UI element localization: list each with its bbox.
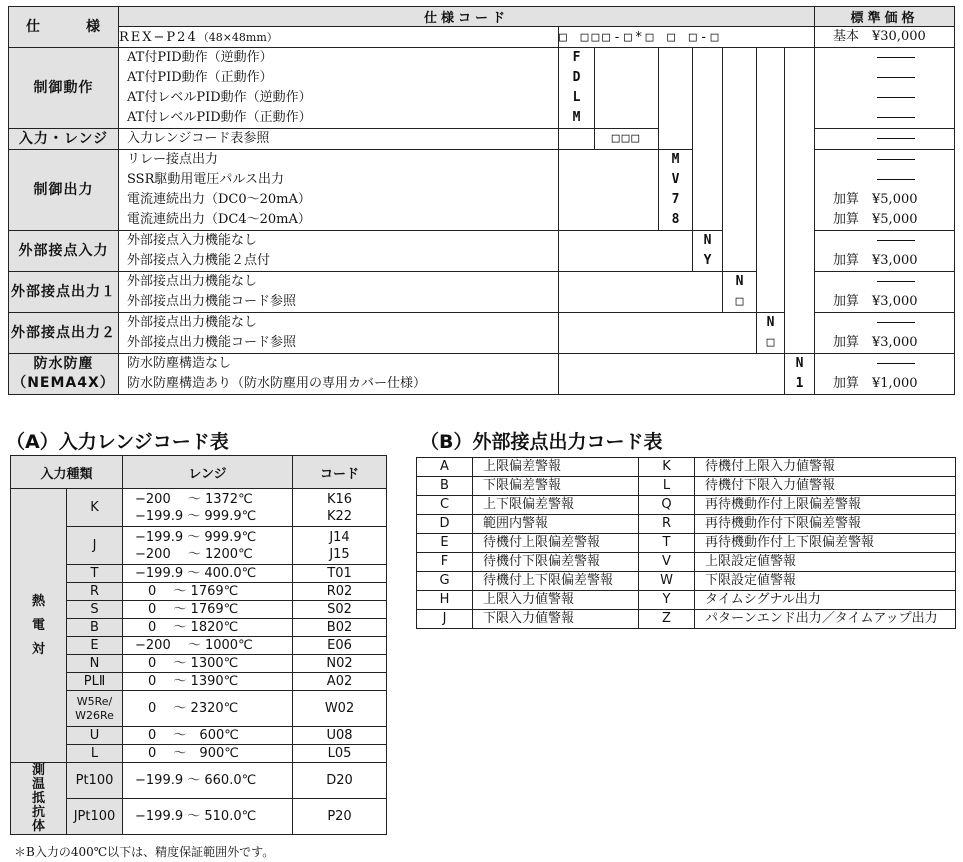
type-cell: U	[67, 727, 123, 745]
table-row	[417, 591, 956, 610]
code-description: 上限設定値警報	[695, 553, 956, 572]
code-cell: E06	[293, 637, 387, 655]
type-cell: JPt100	[67, 799, 123, 835]
code-letter: H	[417, 591, 473, 610]
code-description: 下限設定値警報	[695, 572, 956, 591]
spec-prices	[815, 354, 955, 395]
ext-output-code-table	[416, 457, 956, 629]
code-description: 待機付下限入力値警報	[695, 477, 956, 496]
spec-price: 加算 ¥5,000	[833, 192, 918, 207]
table-row	[11, 619, 387, 637]
type-cell: N	[67, 655, 123, 673]
spec-code: N	[735, 274, 744, 289]
group-rtd: 測 温 抵 抗 体	[11, 763, 67, 835]
range-cell: 0 〜 1769℃	[123, 583, 293, 601]
spec-code: 7	[671, 192, 680, 207]
spec-item: 電流連続出力（DC0〜20mA）	[127, 192, 311, 207]
code-cell	[293, 527, 387, 565]
type-cell: B	[67, 619, 123, 637]
table-row	[11, 673, 387, 691]
dash-mark	[877, 240, 915, 241]
dash-mark	[877, 57, 915, 58]
spec-row-ext-output-1	[9, 272, 955, 313]
code-letter: L	[639, 477, 695, 496]
code-description: 待機付上限偏差警報	[473, 534, 639, 553]
code-letter: C	[417, 496, 473, 515]
spec-item: AT付PID動作（正動作）	[127, 70, 273, 85]
range-cell: −199.9 〜 400.0℃	[123, 565, 293, 583]
spec-item: 防水防塵構造あり（防水防塵用の専用カバー仕様）	[127, 376, 427, 391]
spec-code: 8	[671, 212, 680, 227]
spec-code: □	[766, 335, 775, 350]
code-line: K16	[326, 491, 353, 507]
spec-code: □	[735, 294, 744, 309]
code-cell: U08	[293, 727, 387, 745]
spec-item: 外部接点出力機能なし	[127, 315, 258, 330]
dash-mark	[877, 363, 915, 364]
spec-items	[119, 48, 559, 129]
spec-prices	[815, 313, 955, 354]
spec-model-row	[9, 27, 955, 48]
table-row	[11, 745, 387, 763]
code-description: 下限入力値警報	[473, 610, 639, 629]
type-cell: Pt100	[67, 763, 123, 799]
spec-code: N	[795, 356, 804, 371]
table-row	[417, 553, 956, 572]
spec-item: 外部接点出力機能コード参照	[127, 335, 297, 350]
table-row	[417, 515, 956, 534]
header-code: コード	[293, 456, 387, 489]
range-cell: 0 〜 1820℃	[123, 619, 293, 637]
range-cell: 0 〜 1300℃	[123, 655, 293, 673]
spec-item: AT付レベルPID動作（逆動作）	[127, 90, 312, 105]
dash-mark	[877, 159, 915, 160]
spec-codes	[693, 231, 723, 272]
spec-codes	[757, 313, 785, 354]
input-range-table	[10, 455, 387, 835]
table-row	[11, 691, 387, 727]
spec-row-ext-input	[9, 231, 955, 272]
table-row	[11, 489, 387, 527]
spec-price: 加算 ¥3,000	[833, 294, 918, 309]
range-line: −199.9 〜 999.9℃	[135, 508, 257, 524]
range-cell: 0 〜 600℃	[123, 727, 293, 745]
spec-code: L	[572, 90, 581, 105]
table-a-title: （A）入力レンジコード表	[6, 431, 229, 453]
table-row	[11, 637, 387, 655]
type-cell: J	[67, 527, 123, 565]
type-cell: R	[67, 583, 123, 601]
model-size: （48×48mm）	[197, 31, 278, 44]
code-letter: D	[417, 515, 473, 534]
spec-category: 外部接点入力	[9, 231, 119, 272]
spec-category-line1: 防水防塵	[33, 356, 94, 372]
spec-code: D	[572, 70, 581, 85]
dash-mark	[877, 179, 915, 180]
range-cell: 0 〜 1769℃	[123, 601, 293, 619]
spec-header-price: 標準価格	[815, 7, 955, 27]
spec-item: SSR駆動用電圧パルス出力	[127, 172, 284, 187]
code-description: 上限偏差警報	[473, 458, 639, 477]
spec-row-ext-output-2	[9, 313, 955, 354]
spec-category: 外部接点出力１	[9, 272, 119, 313]
code-cell: R02	[293, 583, 387, 601]
dash-mark	[877, 97, 915, 98]
code-letter: W	[639, 572, 695, 591]
table-row	[417, 572, 956, 591]
spec-item: 入力レンジコード表参照	[119, 129, 559, 150]
model-name-cell	[119, 27, 559, 48]
dash-mark	[877, 322, 915, 323]
spec-code: F	[572, 50, 581, 65]
spec-code: 1	[795, 376, 804, 391]
code-description: 待機付上限入力値警報	[695, 458, 956, 477]
spec-prices	[815, 48, 955, 129]
spec-codes	[785, 354, 815, 395]
range-line: −199.9 〜 999.9℃	[135, 529, 257, 545]
table-row	[11, 583, 387, 601]
code-cell: W02	[293, 691, 387, 727]
code-letter: Z	[639, 610, 695, 629]
range-cell: −200 〜 1000℃	[123, 637, 293, 655]
type-cell: S	[67, 601, 123, 619]
code-cell: T01	[293, 565, 387, 583]
group-thermocouple: 熱 電 対	[11, 489, 67, 763]
spec-price: 加算 ¥3,000	[833, 335, 918, 350]
spec-item: 外部接点出力機能なし	[127, 274, 258, 289]
spec-price: 加算 ¥5,000	[833, 212, 918, 227]
spec-row-input-range	[9, 129, 955, 150]
code-letter: B	[417, 477, 473, 496]
spec-row-waterproof	[9, 354, 955, 395]
header-input-type: 入力種類	[11, 456, 123, 489]
range-line: −200 〜 1200℃	[135, 546, 253, 562]
spec-code: N	[703, 233, 712, 248]
spec-code: Y	[703, 253, 712, 268]
spec-code: □□□	[595, 129, 659, 150]
spec-table	[8, 6, 955, 395]
spec-items	[119, 272, 559, 313]
table-row	[11, 527, 387, 565]
range-cell: −199.9 〜 510.0℃	[123, 799, 293, 835]
spec-prices	[815, 150, 955, 231]
code-letter: Y	[639, 591, 695, 610]
code-description: 上限入力値警報	[473, 591, 639, 610]
code-cell	[293, 489, 387, 527]
code-letter: Q	[639, 496, 695, 515]
code-letter: A	[417, 458, 473, 477]
table-row	[417, 610, 956, 629]
spec-category	[9, 354, 119, 395]
code-description: 再待機動作付上下限偏差警報	[695, 534, 956, 553]
range-cell	[123, 527, 293, 565]
spec-codes	[723, 272, 757, 313]
code-cell: B02	[293, 619, 387, 637]
table-row	[417, 496, 956, 515]
spec-category: 入力・レンジ	[9, 129, 119, 150]
spec-category: 制御出力	[9, 150, 119, 231]
spec-header-spec: 仕 様	[9, 7, 119, 48]
range-cell: 0 〜 1390℃	[123, 673, 293, 691]
code-description: 再待機動作付下限偏差警報	[695, 515, 956, 534]
spec-category-line2: （NEMA4X）	[12, 375, 115, 391]
spec-code: M	[572, 110, 581, 125]
dash-mark	[877, 117, 915, 118]
code-letter: F	[417, 553, 473, 572]
code-letter: J	[417, 610, 473, 629]
code-letter: G	[417, 572, 473, 591]
spec-item: 外部接点出力機能コード参照	[127, 294, 297, 309]
spec-prices	[815, 231, 955, 272]
code-description: 下限偏差警報	[473, 477, 639, 496]
dash-mark	[877, 77, 915, 78]
code-description: 再待機動作付上限偏差警報	[695, 496, 956, 515]
spec-item: 外部接点入力機能なし	[127, 233, 258, 248]
spec-items	[119, 313, 559, 354]
code-cell: L05	[293, 745, 387, 763]
table-row	[417, 477, 956, 496]
range-cell: −199.9 〜 660.0℃	[123, 763, 293, 799]
type-cell: L	[67, 745, 123, 763]
table-a-header-row	[11, 456, 387, 489]
dash-mark	[877, 281, 915, 282]
footnote: ＊B入力の400℃以下は、精度保証範囲外です。	[14, 845, 275, 859]
spec-code: M	[671, 152, 680, 167]
code-description: 範囲内警報	[473, 515, 639, 534]
spec-item: 外部接点入力機能２点付	[127, 253, 271, 268]
code-cell: A02	[293, 673, 387, 691]
code-line: J14	[329, 529, 350, 545]
spec-price: 加算 ¥3,000	[833, 253, 918, 268]
code-letter: R	[639, 515, 695, 534]
code-line: J15	[329, 546, 350, 562]
spec-code: V	[671, 172, 680, 187]
spec-category: 外部接点出力２	[9, 313, 119, 354]
code-description: パターンエンド出力／タイムアップ出力	[695, 610, 956, 629]
table-row	[417, 534, 956, 553]
range-line: −200 〜 1372℃	[135, 491, 253, 507]
code-cell: S02	[293, 601, 387, 619]
spec-row-control-action	[9, 48, 955, 129]
spec-item: AT付PID動作（逆動作）	[127, 50, 273, 65]
spec-code: N	[766, 315, 775, 330]
spec-item: 防水防塵構造なし	[127, 356, 232, 371]
type-cell: E	[67, 637, 123, 655]
code-letter: T	[639, 534, 695, 553]
spec-prices	[815, 272, 955, 313]
spec-price: 加算 ¥1,000	[833, 376, 918, 391]
range-cell	[123, 489, 293, 527]
code-description: タイムシグナル出力	[695, 591, 956, 610]
dash-mark	[877, 138, 915, 139]
model-code-format: □ □□□-□*□ □ □-□	[559, 27, 815, 48]
spec-codes	[559, 48, 595, 129]
spec-header-code: 仕様コード	[119, 7, 815, 27]
spec-item: 電流連続出力（DC4〜20mA）	[127, 212, 311, 227]
spec-item: AT付レベルPID動作（正動作）	[127, 110, 312, 125]
spec-category: 制御動作	[9, 48, 119, 129]
table-b-title: （B）外部接点出力コード表	[420, 431, 663, 453]
type-cell: T	[67, 565, 123, 583]
code-cell: N02	[293, 655, 387, 673]
code-cell: P20	[293, 799, 387, 835]
table-row	[11, 565, 387, 583]
spec-items	[119, 150, 559, 231]
type-cell: W5Re/ W26Re	[67, 691, 123, 727]
type-cell: K	[67, 489, 123, 527]
header-range: レンジ	[123, 456, 293, 489]
code-cell: D20	[293, 763, 387, 799]
table-row	[11, 601, 387, 619]
base-price: 基本 ¥30,000	[815, 27, 955, 48]
spec-header-row	[9, 7, 955, 27]
spec-item: リレー接点出力	[127, 152, 219, 167]
range-cell: 0 〜 900℃	[123, 745, 293, 763]
code-letter: E	[417, 534, 473, 553]
table-row	[417, 458, 956, 477]
table-row	[11, 763, 387, 799]
table-row	[11, 799, 387, 835]
code-description: 上下限偏差警報	[473, 496, 639, 515]
table-row	[11, 655, 387, 673]
code-description: 待機付上下限偏差警報	[473, 572, 639, 591]
model-name: REX−P24	[119, 30, 198, 45]
spec-items	[119, 231, 559, 272]
code-letter: V	[639, 553, 695, 572]
code-letter: K	[639, 458, 695, 477]
type-cell: PLⅡ	[67, 673, 123, 691]
spec-items	[119, 354, 559, 395]
table-row	[11, 727, 387, 745]
range-cell: 0 〜 2320℃	[123, 691, 293, 727]
spec-codes	[659, 150, 693, 231]
code-description: 待機付下限偏差警報	[473, 553, 639, 572]
code-line: K22	[326, 508, 353, 524]
spec-row-control-output	[9, 150, 955, 231]
